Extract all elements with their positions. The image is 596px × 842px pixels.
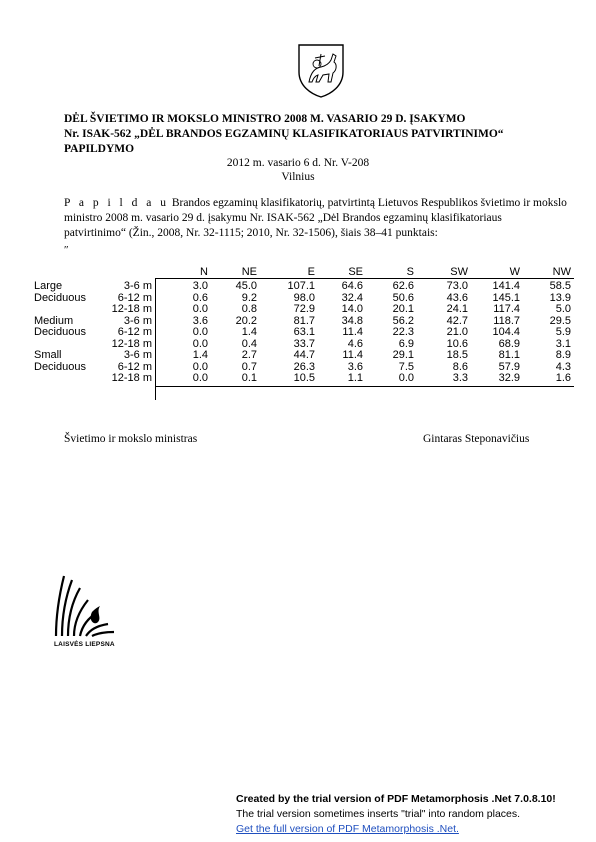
table-cell: 22.3 [392, 326, 414, 338]
table-cell: 141.4 [492, 280, 520, 292]
table-cell: 13.9 [549, 291, 571, 304]
row-age-label: 6-12 m [117, 326, 152, 338]
column-header: NW [552, 266, 571, 278]
table-cell: 8.6 [452, 360, 468, 373]
table-cell: 0.4 [241, 337, 257, 350]
row-age-label: 6-12 m [117, 360, 152, 373]
table-cell: 0.8 [241, 303, 257, 315]
row-age-label: 6-12 m [117, 291, 152, 304]
table-cell: 73.0 [446, 280, 468, 292]
body-line-2: ministro 2008 m. vasario 29 d. įsakymu Nr. ISAK-562 „Dėl Brandos egzaminų klasifikatoriaus [64, 212, 502, 224]
table-cell: 62.6 [392, 280, 414, 292]
row-age-label: 3-6 m [123, 314, 152, 327]
table-cell: 44.7 [293, 349, 315, 361]
table-cell: 43.6 [446, 291, 468, 304]
table-cell: 29.1 [392, 349, 414, 361]
table-cell: 72.9 [293, 303, 315, 315]
table-cell: 4.6 [347, 337, 363, 350]
table-cell: 145.1 [492, 291, 520, 304]
signatory-title: Švietimo ir mokslo ministras [64, 433, 198, 445]
heading-line-2: Nr. ISAK-562 „DĖL BRANDOS EGZAMINŲ KLASIFIKATORIAUS PATVIRTINIMO“ [64, 128, 504, 140]
table-cell: 57.9 [498, 360, 520, 373]
column-header: S [406, 266, 414, 278]
signatory-name: Gintaras Steponavičius [423, 433, 530, 445]
body-line-1: Brandos egzaminų klasifikatorių, patvirtintą Lietuvos Respublikos švietimo ir mokslo [168, 197, 567, 209]
table-cell: 0.0 [192, 326, 208, 338]
table-cell: 9.2 [241, 291, 257, 304]
table-cell: 11.4 [342, 349, 363, 361]
table-cell: 20.1 [392, 303, 414, 315]
city: Vilnius [281, 171, 315, 183]
table-cell: 3.6 [347, 360, 363, 373]
table-cell: 81.7 [293, 314, 315, 327]
table-cell: 0.1 [241, 372, 257, 384]
table-cell: 7.5 [398, 360, 414, 373]
table-cell: 34.8 [341, 314, 363, 327]
table-cell: 0.6 [192, 291, 208, 304]
table-cell: 5.0 [555, 303, 571, 315]
table-cell: 8.9 [555, 349, 571, 361]
table-cell: 29.5 [549, 314, 571, 327]
table-cell: 117.4 [493, 303, 520, 315]
logo-caption: LAISVĖS LIEPSNA [54, 641, 115, 648]
trial-line-1: Created by the trial version of PDF Metamorphosis .Net 7.0.8.10! [236, 793, 556, 805]
trial-notice [236, 792, 576, 837]
column-header: SE [348, 266, 363, 278]
table-cell: 21.0 [446, 326, 468, 338]
table-cell: 0.0 [192, 337, 208, 350]
quote-mark: ″ [64, 244, 69, 256]
group-label: Deciduous [34, 291, 86, 304]
table-cell: 0.7 [241, 360, 257, 373]
group-label: Large [34, 280, 63, 292]
table-cell: 107.1 [287, 280, 315, 292]
table-cell: 1.4 [241, 326, 257, 338]
trial-link[interactable]: Get the full version of PDF Metamorphosis .Net. [236, 823, 459, 835]
table-cell: 56.2 [392, 314, 414, 327]
heading-line-3: PAPILDYMO [64, 143, 135, 155]
column-header: W [509, 266, 520, 278]
table-cell: 50.6 [392, 291, 414, 304]
table-cell: 5.9 [555, 326, 571, 338]
table-cell: 10.6 [446, 337, 468, 350]
table-cell: 18.5 [446, 349, 468, 361]
header-rule [156, 278, 574, 279]
table-cell: 6.9 [398, 337, 414, 350]
table-cell: 98.0 [293, 291, 315, 304]
row-age-label: 3-6 m [123, 280, 152, 292]
row-age-label: 12-18 m [111, 337, 152, 350]
table-cell: 1.1 [347, 372, 363, 384]
body-spaced-word: P a p i l d a u [64, 197, 169, 209]
table-cell: 81.1 [498, 349, 520, 361]
table-cell: 118.7 [493, 314, 520, 327]
table-cell: 24.1 [446, 303, 468, 315]
table-cell: 10.5 [293, 372, 315, 384]
group-label: Deciduous [34, 360, 86, 373]
table-cell: 0.0 [192, 372, 208, 384]
vytis-coat-of-arms-icon [295, 42, 347, 98]
table-cell: 58.5 [549, 280, 571, 292]
data-table [30, 262, 576, 422]
column-header: NE [241, 266, 257, 278]
table-cell: 3.6 [192, 314, 208, 327]
group-label: Deciduous [34, 326, 86, 338]
group-label: Medium [34, 314, 74, 327]
table-cell: 2.7 [241, 349, 257, 361]
column-header: SW [450, 266, 468, 278]
table-cell: 0.0 [192, 360, 208, 373]
row-age-label: 3-6 m [123, 349, 152, 361]
body-paragraph [64, 196, 567, 241]
table-cell: 4.3 [555, 360, 571, 373]
table-cell: 3.3 [452, 372, 468, 384]
table-cell: 104.4 [492, 326, 520, 338]
table-cell: 26.3 [293, 360, 315, 373]
table-cell: 1.6 [555, 372, 571, 384]
date-and-number: 2012 m. vasario 6 d. Nr. V-208 [226, 157, 370, 169]
table-cell: 32.9 [498, 372, 520, 384]
table-cell: 0.0 [398, 372, 414, 384]
table-cell: 0.0 [192, 303, 208, 315]
table-cell: 64.6 [341, 280, 363, 292]
column-header: E [307, 266, 315, 278]
table-cell: 33.7 [293, 337, 315, 350]
table-cell: 63.1 [293, 326, 315, 338]
table-cell: 20.2 [235, 314, 257, 327]
table-cell: 1.4 [192, 349, 208, 361]
trial-line-2: The trial version sometimes inserts "trial" into random places. [236, 808, 521, 820]
row-age-label: 12-18 m [111, 372, 152, 384]
table-cell: 45.0 [235, 280, 257, 292]
group-label: Small [34, 349, 62, 361]
document-heading [64, 112, 564, 157]
table-cell: 11.4 [342, 326, 363, 338]
table-vertical-rule [155, 278, 156, 400]
table-cell: 14.0 [341, 303, 363, 315]
table-cell: 3.1 [555, 337, 571, 350]
flame-logo-icon [52, 562, 116, 638]
table-cell: 68.9 [498, 337, 520, 350]
heading-line-1: DĖL ŠVIETIMO IR MOKSLO MINISTRO 2008 M. VASARIO 29 D. ĮSAKYMO [64, 113, 466, 125]
table-cell: 42.7 [446, 314, 468, 327]
body-line-3: patvirtinimo“ (Žin., 2008, Nr. 32-1115; 2010, Nr. 32-1506), šiais 38–41 punktais: [64, 227, 438, 239]
row-age-label: 12-18 m [111, 303, 152, 315]
bottom-rule [156, 386, 574, 387]
table-cell: 3.0 [192, 280, 208, 292]
table-cell: 32.4 [341, 291, 363, 304]
column-header: N [200, 266, 208, 278]
